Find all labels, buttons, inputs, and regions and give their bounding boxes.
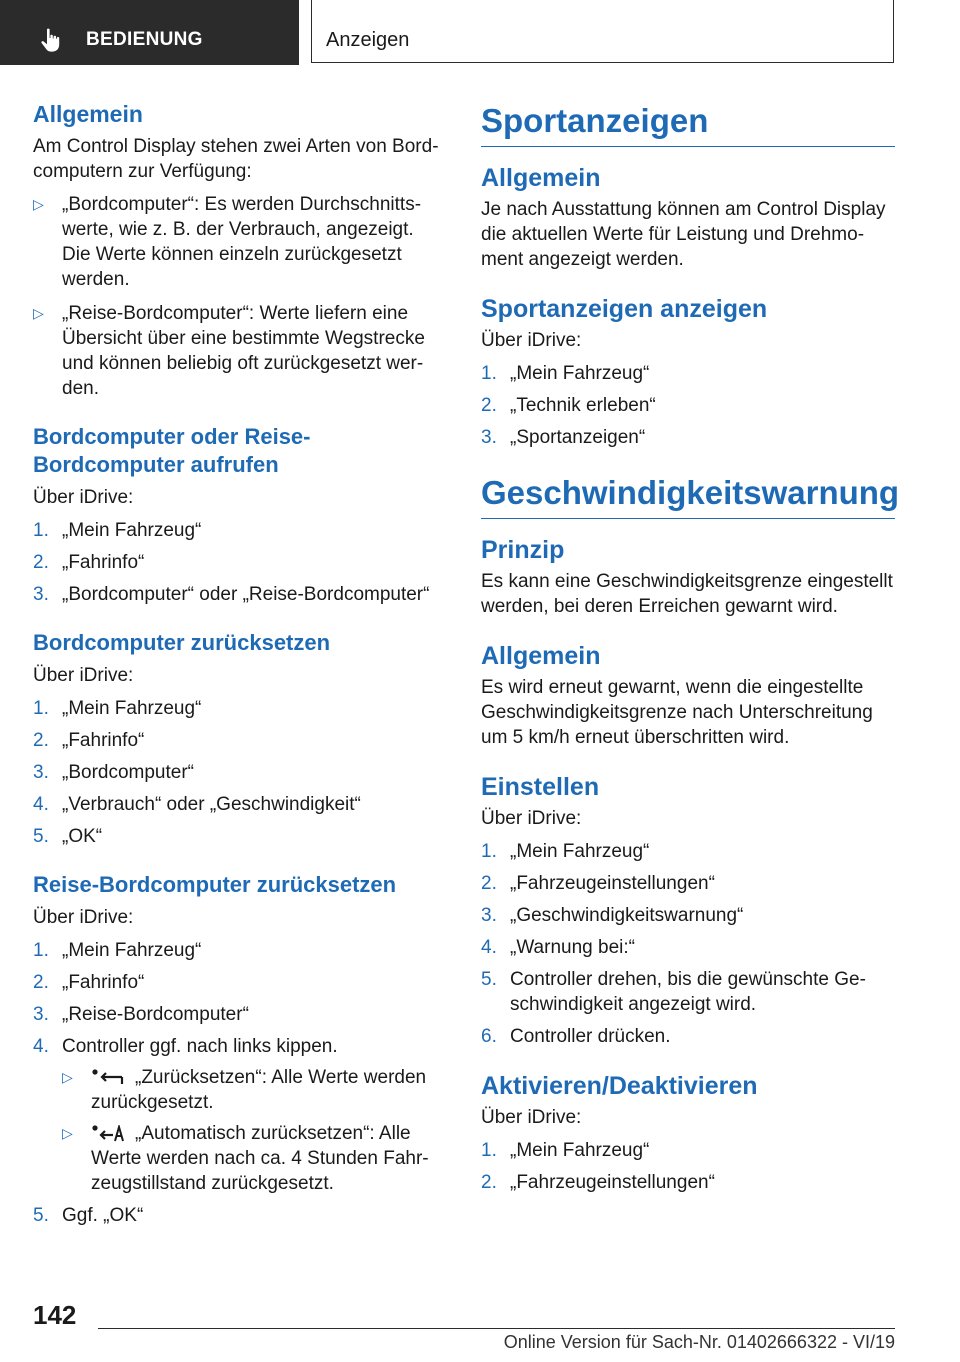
intro-rbc-reset: Über iDrive:: [33, 907, 134, 928]
list-item: [481, 425, 895, 450]
step-number: 4.: [33, 1036, 49, 1057]
paragraph-prinzip: Es kann eine Geschwindigkeitsgrenze eingestellt werden, bei deren Erreichen gewarnt wird.: [481, 571, 893, 617]
title-geschwindigkeitswarnung: Geschwindigkeitswarnung: [481, 472, 895, 519]
step-number: 3.: [33, 762, 49, 783]
step-text: „Mein Fahrzeug“: [62, 520, 202, 541]
list-item: [33, 550, 445, 575]
page-number: 142: [33, 1300, 77, 1330]
chapter-title: Anzeigen: [326, 29, 410, 51]
list-item: [481, 393, 895, 418]
step-text: „Mein Fahrzeug“: [510, 1140, 650, 1161]
heading-einstellen: Einstellen: [481, 773, 600, 801]
heading-sport-allgemein: Allgemein: [481, 164, 601, 192]
step-number: 2.: [481, 873, 497, 894]
list-item: [481, 935, 895, 960]
step-number: 1.: [481, 841, 497, 862]
chapter-header: [311, 0, 894, 63]
list-item: [481, 903, 895, 928]
step-number: 2.: [481, 1172, 497, 1193]
steps-einstellen: [481, 839, 895, 1049]
list-item: [33, 582, 445, 607]
reset-icon: [91, 1069, 125, 1087]
paragraph-allgemein: Am Control Display stehen zwei Arten von Bordcomputern zur Verfügung:: [33, 136, 439, 182]
footer-online-version: Online Version für Sach-Nr. 01402666322 - VI/19: [503, 1332, 895, 1352]
step-text: „Mein Fahrzeug“: [62, 940, 202, 961]
step-text: „Mein Fahrzeug“: [510, 841, 650, 862]
section-tab: [0, 0, 299, 65]
bullet-item: ▷ „Reise-Bordcomputer“: Werte liefern eine Übersicht über eine bestimmte Wegstrecke und können beliebig oft zurückgesetzt werden.: [33, 301, 445, 401]
list-item: [33, 824, 445, 849]
list-item: [33, 728, 445, 753]
list-item: [481, 361, 895, 386]
step-number: 3.: [481, 905, 497, 926]
step-number: 5.: [33, 1205, 49, 1226]
step-number: 4.: [33, 794, 49, 815]
step-text: „Fahrinfo“: [62, 972, 145, 993]
step-number: 1.: [33, 520, 49, 541]
intro-bc-reset: Über iDrive:: [33, 665, 134, 686]
step-text: „Reise-Bordcomputer“: [62, 1004, 249, 1025]
list-item: [33, 518, 445, 543]
bullet-item: [62, 1065, 445, 1115]
step-text: „Bordcomputer“ oder „Reise-Bordcomputer“: [62, 584, 430, 605]
step-number: 2.: [481, 395, 497, 416]
auto-reset-icon: [91, 1125, 125, 1143]
intro-sport-anzeigen: Über iDrive:: [481, 330, 582, 351]
step-text: „Mein Fahrzeug“: [62, 698, 202, 719]
sub-bullet-list: [62, 1065, 445, 1196]
step-number: 3.: [33, 584, 49, 605]
list-item: [33, 938, 445, 963]
step-number: 3.: [481, 427, 497, 448]
list-item: [33, 1034, 445, 1196]
bullet-list: [33, 192, 445, 401]
heading-aktivieren: Aktivieren/Deaktivieren: [481, 1072, 758, 1100]
step-text: „Fahrinfo“: [62, 552, 145, 573]
step-number: 4.: [481, 937, 497, 958]
step-number: 1.: [33, 940, 49, 961]
step-number: 1.: [33, 698, 49, 719]
heading-rbc-reset: Reise-Bordcomputer zurücksetzen: [33, 872, 397, 897]
step-text: Controller drehen, bis die gewünschte Geschwindigkeit angezeigt wird.: [510, 969, 866, 1015]
step-number: 2.: [33, 730, 49, 751]
step-text: „Warnung bei:“: [510, 937, 635, 958]
paragraph-speed-allgemein: Es wird erneut gewarnt, wenn die eingestellte Geschwindigkeitsgrenze nach Unterschreitung um 5 km/h erneut überschritten wird.: [481, 677, 873, 748]
list-item: [33, 760, 445, 785]
heading-aufrufen: Bordcomputer oder Reise-Bordcomputer aufrufen: [33, 424, 311, 477]
intro-aufrufen: Über iDrive:: [33, 487, 134, 508]
list-item: [481, 1138, 895, 1163]
steps-bc-reset: [33, 696, 445, 849]
step-text: „Fahrzeugeinstellungen“: [510, 1172, 715, 1193]
step-text: Controller drücken.: [510, 1026, 671, 1047]
step-number: 3.: [33, 1004, 49, 1025]
steps-aktivieren: [481, 1138, 895, 1195]
section-label: BEDIENUNG: [86, 29, 203, 50]
step-text: „Mein Fahrzeug“: [510, 363, 650, 384]
bullet-item: [62, 1121, 445, 1196]
step-text: „OK“: [62, 826, 103, 847]
step-number: 1.: [481, 363, 497, 384]
step-number: 2.: [33, 552, 49, 573]
heading-allgemein: Allgemein: [33, 101, 143, 127]
list-item: [33, 696, 445, 721]
list-item: [481, 1024, 895, 1049]
list-item: [33, 970, 445, 995]
list-item: [481, 871, 895, 896]
footer-divider: [98, 1328, 895, 1329]
title-sportanzeigen: Sportanzeigen: [481, 100, 895, 147]
steps-aufrufen: [33, 518, 445, 607]
step-text: „Sportanzeigen“: [510, 427, 646, 448]
step-number: 5.: [33, 826, 49, 847]
left-column: [33, 100, 445, 1236]
step-text: „Geschwindigkeitswarnung“: [510, 905, 744, 926]
list-item: [481, 967, 895, 1017]
paragraph-sport-allgemein: Je nach Ausstattung können am Control Display die aktuellen Werte für Leistung und Drehmoment angezeigt werden.: [481, 199, 886, 270]
intro-aktivieren: Über iDrive:: [481, 1107, 582, 1128]
step-text: „Technik erleben“: [510, 395, 656, 416]
step-number: 6.: [481, 1026, 497, 1047]
step-text: Ggf. „OK“: [62, 1205, 144, 1226]
steps-sport-anzeigen: [481, 361, 895, 450]
list-item: [33, 1002, 445, 1027]
step-number: 5.: [481, 969, 497, 990]
step-text: „Bordcomputer“: [62, 762, 194, 783]
steps-rbc-reset: [33, 938, 445, 1228]
list-item: [33, 792, 445, 817]
list-item: [481, 839, 895, 864]
right-column: [481, 100, 900, 1203]
step-text: Controller ggf. nach links kippen.: [62, 1036, 338, 1057]
bullet-item: ▷ „Bordcomputer“: Es werden Durchschnittswerte, wie z. B. der Verbrauch, angezeigt. Die Werte können einzeln zurückgesetzt werden.: [33, 192, 445, 292]
heading-sport-anzeigen: Sportanzeigen anzeigen: [481, 295, 768, 323]
heading-prinzip: Prinzip: [481, 536, 565, 564]
heading-speed-allgemein: Allgemein: [481, 642, 601, 670]
sub-bullet-text: „Zurücksetzen“: Alle Werte werden zurückgesetzt.: [91, 1067, 427, 1113]
intro-einstellen: Über iDrive:: [481, 808, 582, 829]
heading-bc-reset: Bordcomputer zurücksetzen: [33, 630, 331, 655]
step-text: „Fahrinfo“: [62, 730, 145, 751]
list-item: [33, 1203, 445, 1228]
step-text: „Fahrzeugeinstellungen“: [510, 873, 715, 894]
sub-bullet-text: „Automatisch zurücksetzen“: Alle Werte werden nach ca. 4 Stunden Fahrzeugstillstand zurückgesetzt.: [91, 1123, 429, 1194]
list-item: [481, 1170, 895, 1195]
step-number: 2.: [33, 972, 49, 993]
hand-pointer-icon: [40, 27, 64, 53]
step-text: „Verbrauch“ oder „Geschwindigkeit“: [62, 794, 361, 815]
step-number: 1.: [481, 1140, 497, 1161]
